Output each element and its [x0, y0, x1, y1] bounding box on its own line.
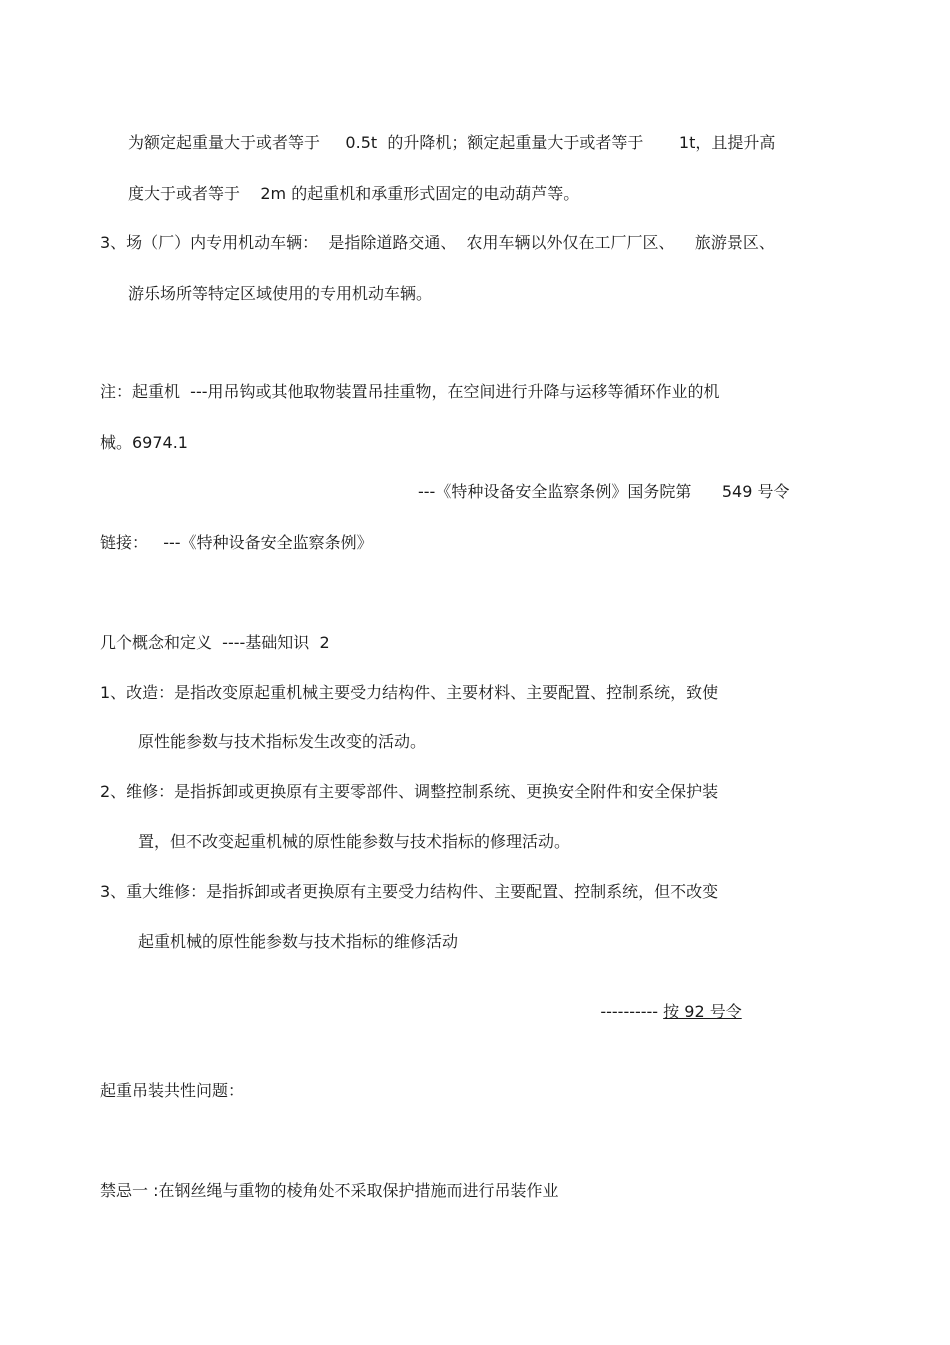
text-line-2: 度大于或者等于 2m 的起重机和承重形式固定的电动葫芦等。: [128, 184, 580, 203]
note-line-2: 械。6974.1: [100, 433, 188, 452]
order-reference-dashes: ----------: [600, 1002, 664, 1021]
regulation-source: ---《特种设备安全监察条例》国务院第 549 号令: [418, 482, 790, 501]
definition-1-line-1: 1、改造：是指改变原起重机械主要受力结构件、主要材料、主要配置、控制系统，致使: [100, 683, 719, 702]
text-line-3: 3、场（厂）内专用机动车辆： 是指除道路交通、 农用车辆以外仅在工厂厂区、 旅游景区、: [100, 233, 775, 252]
note-line-1: 注：起重机 ---用吊钩或其他取物装置吊挂重物，在空间进行升降与运移等循环作业的机: [100, 382, 720, 401]
text-line-1: 为额定起重量大于或者等于 0.5t 的升降机；额定起重量大于或者等于 1t，且提升高: [128, 133, 776, 152]
section-heading-concepts: 几个概念和定义 ----基础知识 2: [100, 633, 330, 652]
definition-2-line-2: 置，但不改变起重机械的原性能参数与技术指标的修理活动。: [138, 832, 571, 851]
definition-1-line-2: 原性能参数与技术指标发生改变的活动。: [138, 732, 427, 751]
section-heading-common-issues: 起重吊装共性问题：: [100, 1081, 245, 1100]
taboo-1: 禁忌一 :在钢丝绳与重物的棱角处不采取保护措施而进行吊装作业: [100, 1181, 559, 1200]
definition-3-line-1: 3、重大维修：是指拆卸或者更换原有主要受力结构件、主要配置、控制系统，但不改变: [100, 882, 719, 901]
order-reference: [580, 982, 742, 1021]
text-line-4: 游乐场所等特定区域使用的专用机动车辆。: [128, 284, 433, 303]
definition-2-line-1: 2、维修：是指拆卸或更换原有主要零部件、调整控制系统、更换安全附件和安全保护装: [100, 782, 719, 801]
definition-3-line-2: 起重机械的原性能参数与技术指标的维修活动: [138, 932, 459, 951]
link-line: 链接： ---《特种设备安全监察条例》: [100, 533, 373, 552]
order-reference-link[interactable]: 按 92 号令: [663, 1002, 742, 1021]
